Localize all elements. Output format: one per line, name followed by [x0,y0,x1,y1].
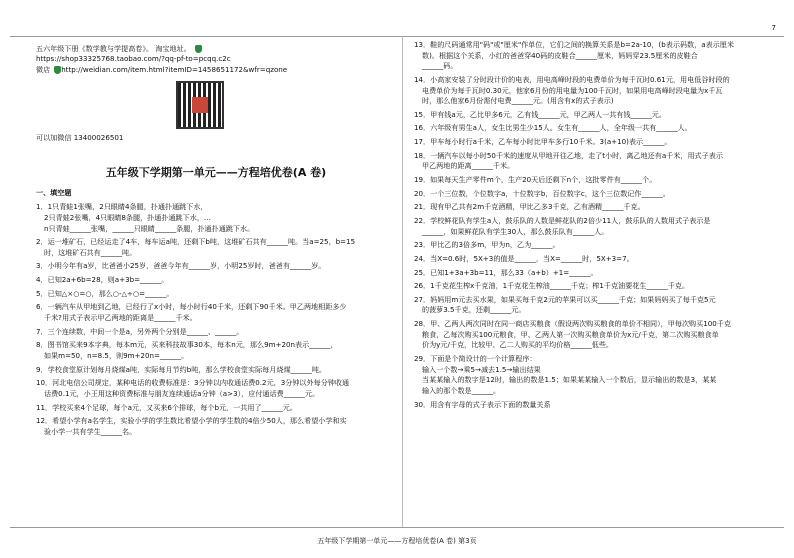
column-divider [402,36,403,527]
question-item [36,416,396,437]
question-line: 29．下面是个简设计的一个计算程序： [414,354,537,364]
question-line: 验小学一共有学生______名。 [44,426,137,436]
question-item [414,240,780,251]
ad-block [36,44,396,143]
question-line: 26．1千克花生榨x千克油，1千克花生榨油______千克；榨1千克油要花生______千克。 [414,281,690,291]
question-line: 甲乙两地的距离______千米。 [422,161,515,171]
question-line: 时，这堆矿石共有______吨。 [44,247,137,257]
question-item [414,400,780,411]
page-footer: 五年级下学期第一单元——方程培优卷(A 卷) 第3页 [317,537,477,545]
question-item [414,281,780,292]
question-line: 5．已知△×○=○，那么○-△÷○=______。 [36,288,174,298]
question-item [414,40,780,72]
question-line: 16．六年级有男生a人，女生比男生少15人。女生有______人，全年级一共有______人。 [414,123,692,133]
question-line: 17．甲车每小时行a千米，乙车每小时比甲车多行10千米。3(a+10)表示______。 [414,137,672,147]
wechat-contact: 可以加微信 13400026501 [36,132,124,142]
question-line: 30．用含有字母的式子表示下面的数量关系 [414,399,551,409]
question-line: 输入一个数→乘5→减去1.5→输出结果 [422,364,541,374]
question-line: 7．三个连续数，中间一个是a，另外两个分别是______、______。 [36,326,244,336]
question-item [414,216,780,237]
right-question-list [414,40,780,410]
question-item [414,110,780,121]
ad-line3-label: 微店 [36,64,51,74]
question-line: n只青蛙______张嘴，______只眼睛______条腿，扑通扑通跳下水。 [44,223,255,233]
question-line: 18．一辆汽车以每小时50千米的速度从甲地开往乙地，走了t小时，离乙地还有a千米，用式子表示 [414,150,723,160]
question-line: ______，如果鲜花队有学生30人，那么鼓乐队有______人。 [422,226,609,236]
question-line: 8．图书馆买来9本字典，每本m元，买来科技故事30本，每本n元，那么9m+20n表示______， [36,340,338,350]
question-item [414,175,780,186]
question-item [414,295,780,316]
question-line: 输入的那个数是______。 [422,385,501,395]
question-line: 25．已知1+3a+3b=11，那么33（a+b）+1=______。 [414,267,598,277]
page-number-top: 7 [771,24,776,32]
question-line: 电费单价为每千瓦时0.30元，他家6月份的用电量为100千瓦时，如果用电高峰时段电量为x千瓦 [422,85,723,95]
question-item [414,319,780,351]
question-line: 3．小明今年有a岁，比爸爸小25岁，爸爸今年有______岁，小明25岁时，爸爸有______岁。 [36,261,326,271]
question-item [36,327,396,338]
question-line: 20．一个三位数，个位数字a，十位数字b，百位数字c，这个三位数记作______。 [414,188,670,198]
question-item [414,151,780,172]
question-item [36,202,396,234]
question-line: 15．甲有钱a元，乙比甲多6元，乙有钱______元，甲乙两人一共有钱______元。 [414,109,666,119]
question-item [36,378,396,399]
question-line: 2只青蛙2张嘴，4只眼睛8条腿，扑通扑通跳下水，… [44,212,212,222]
question-line: 13．鞋的尺码通常用"码"或"厘米"作单位，它们之间的换算关系是b=2a-10，(b表示码数，a表示厘米 [414,40,734,49]
left-column [36,44,396,440]
left-question-list [36,202,396,437]
question-line: 当某某输入的数字是12时，输出的数是1.5；如果某某输入一个数后，显示输出的数是3，某某 [422,375,717,385]
question-line: 27．妈妈用m元去买水果，如果买每千克2元的苹果可以买______千克；如果妈妈买了每千克5元 [414,294,716,304]
question-line: 6．一辆汽车从甲地到乙地，已经行了x小时，每小时行40千米，还剩下90千米。甲乙两地相距多少 [36,302,347,312]
question-item [36,261,396,272]
ad-line3-url: http://weidian.com/item.html?itemID=1458651172&wfr=qzone [61,64,288,74]
question-line: 2．运一堆矿石，已经运走了4车，每车运a吨，还剩下b吨，这堆矿石共有______吨。当a=25，b=15 [36,237,356,247]
question-line: 11．学校买来4个足球，每个a元，又买来6个排球，每个b元，一共用了______元。 [36,402,297,412]
question-item [414,202,780,213]
question-line: 21．现有甲乙共有2m千克酒精，甲比乙多3千克，乙有酒精______千克。 [414,202,645,212]
question-line: 10．河北电信公司规定，某种电话的收费标准是：3分钟以内收通话费0.2元，3分钟以外每分钟收通 [36,378,350,388]
question-line: 价为y元/千克，比较甲、乙二人购买的平均价格______低些。 [422,340,614,350]
question-line: 话费0.1元，小王用这种资费标准与朋友连续通话a分钟（a>3），应付通话费______元。 [44,388,320,398]
question-item [414,354,780,397]
question-item [36,289,396,300]
question-line: 4．已知2a+6b=28，则a+3b=______。 [36,275,169,285]
question-line: 时，那么他家6月份需付电费______元。(用含有x的式子表示) [422,96,614,106]
question-line: 14．小高家安装了分时段计价的电表，用电高峰时段的电费单价为每千瓦时0.61元，用电低谷时段的 [414,74,730,84]
question-line: 22．学校鲜花队有学生a人，鼓乐队的人数是鲜花队的2倍少11人，鼓乐队的人数用式子表示是 [414,215,711,225]
question-item [36,275,396,286]
question-item [414,137,780,148]
question-item [414,123,780,134]
question-line: 如果m=50，n=8.5，则9m+20n=______。 [44,350,189,360]
question-line: 9．学校食堂原计划每月烧煤a吨，实际每月节约b吨，那么学校食堂实际每月烧煤______吨。 [36,364,327,374]
question-line: ______码。 [422,61,458,71]
question-item [36,365,396,376]
question-line: 粮食，乙每次购买100元粮食，甲、乙两人第一次购买粮食单价为x元/千克，第二次购买粮食单 [422,329,719,339]
qr-code-image [176,81,224,129]
shield-icon [195,45,202,53]
question-item [36,340,396,361]
question-item [414,189,780,200]
question-line: 的菠萝3.5千克，还剩______元。 [422,305,526,315]
page-title: 五年级下学期第一单元——方程培优卷(A 卷) [105,166,327,180]
question-line: 24．当X=0.6时，5X+3的值是______，当X=______时，5X+3=7。 [414,253,634,263]
question-line: 数)。根据这个关系，小红的爸爸穿40码的皮鞋合______厘米，妈妈穿23.5厘米的皮鞋合 [422,50,698,60]
section-heading: 一、填空题 [36,187,72,197]
question-line: 23．甲比乙的3倍多m，甲为n，乙为______。 [414,240,560,250]
question-item [36,237,396,258]
ad-line2: https://shop33325768.taobao.com/?qq-pf-to=pcqq.c2c [36,54,231,64]
question-line: 19．如果每天生产零件m个，生产20天后还剩下n个，这批零件有______个。 [414,175,657,185]
question-item [414,268,780,279]
question-item [36,403,396,414]
bottom-rule [10,527,784,528]
ad-line1: 五六年级下册《数学教与学提高卷》。 淘宝地址。 [36,44,191,53]
question-line: 千米?用式子表示甲乙两地的距离是______千米。 [44,313,197,323]
question-line: 28．甲、乙两人两次同时在同一商店买粮食（假设两次购买粮食的单价不相同），甲每次购买100千克 [414,319,731,329]
question-line: 12．希望小学有a名学生，实验小学的学生数比希望小学的学生数的4倍少50人，那么希望小学和实 [36,416,347,426]
right-column [414,40,780,413]
question-item [414,75,780,107]
question-item [414,254,780,265]
question-item [36,302,396,323]
question-line: 1．1只青蛙1张嘴，2只眼睛4条腿，扑通扑通跳下水， [36,202,208,212]
top-rule [10,36,784,37]
